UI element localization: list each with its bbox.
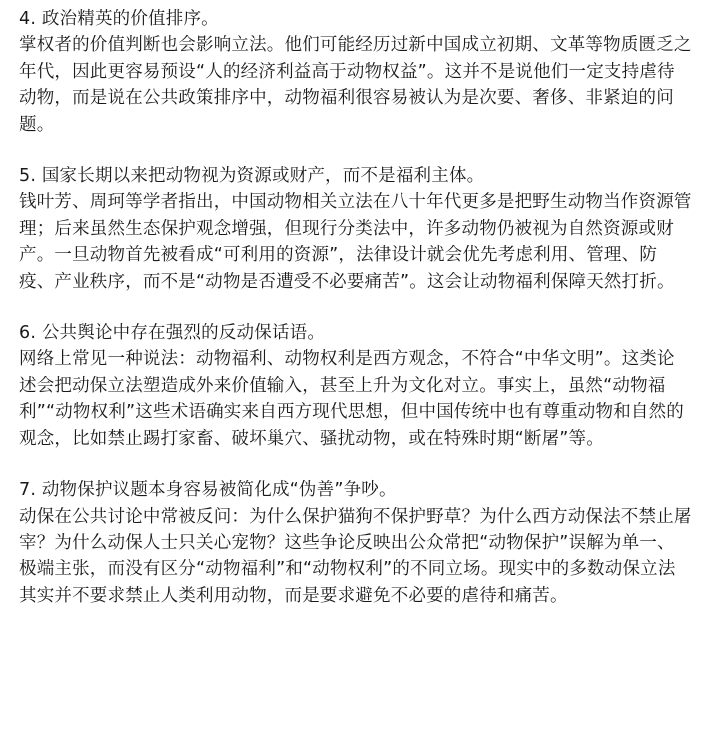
section-heading: 5. 国家长期以来把动物视为资源或财产，而不是福利主体。	[19, 166, 485, 187]
section-7	[19, 477, 692, 609]
section-heading: 4. 政治精英的价值排序。	[19, 9, 219, 29]
section-5	[19, 163, 692, 295]
section-6	[19, 320, 692, 452]
section-heading: 7. 动物保护议题本身容易被简化成“伪善”争吵。	[19, 480, 397, 501]
section-heading: 6. 公共舆论中存在强烈的反动保话语。	[19, 323, 326, 344]
section-paragraph: 网络上常见一种说法：动物福利、动物权利是西方观念，不符合“中华文明”。这类论述会把动保立法塑造成外来价值输入，甚至上升为文化对立。事实上，虽然“动物福利”“动物权利”这些术语确实来自西方现代思想，但中国传统中也有尊重动物和自然的观念，比如禁止踢打家畜、破坏巢穴、骚扰动物，或在特殊时期“断屠”等。	[19, 349, 684, 449]
section-paragraph: 钱叶芳、周珂等学者指出，中国动物相关立法在八十年代更多是把野生动物当作资源管理；后来虽然生态保护观念增强，但现行分类法中，许多动物仍被视为自然资源或财产。一旦动物首先被看成“可利用的资源”，法律设计就会优先考虑利用、管理、防疫、产业秩序，而不是“动物是否遭受不必要痛苦”。这会让动物福利保障天然打折。	[19, 192, 692, 292]
section-paragraph: 动保在公共讨论中常被反问：为什么保护猫狗不保护野草？为什么西方动保法不禁止屠宰？为什么动保人士只关心宠物？这些争论反映出公众常把“动物保护”误解为单一、极端主张，而没有区分“动物福利”和“动物权利”的不同立场。现实中的多数动保立法其实并不要求禁止人类利用动物，而是要求避免不必要的虐待和痛苦。	[19, 506, 692, 606]
section-4	[19, 6, 692, 138]
section-paragraph: 掌权者的价值判断也会影响立法。他们可能经历过新中国成立初期、文革等物质匮乏之年代，因此更容易预设“人的经济利益高于动物权益”。这并不是说他们一定支持虐待动物，而是说在公共政策排序中，动物福利很容易被认为是次要、奢侈、非紧迫的问题。	[19, 35, 692, 135]
